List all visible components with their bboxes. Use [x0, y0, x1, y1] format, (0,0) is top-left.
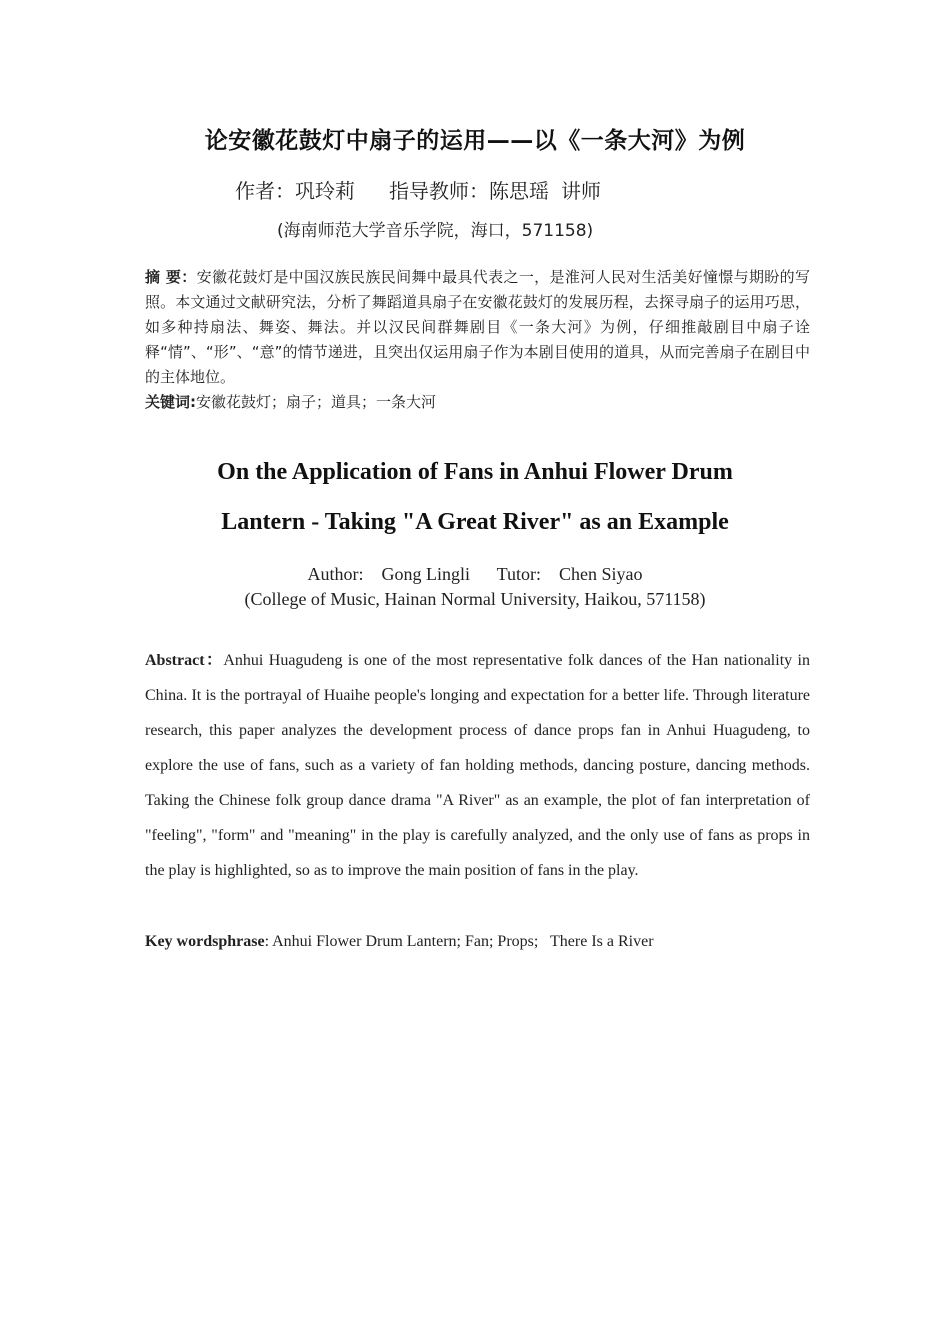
english-abstract-label: Abstract： [145, 652, 224, 669]
chinese-keywords-text: 安徽花鼓灯；扇子；道具；一条大河 [196, 393, 437, 411]
chinese-keywords-label: 关键词: [145, 393, 196, 411]
english-title-line-2: Lantern - Taking "A Great River" as an Example [221, 509, 729, 535]
tutor-rank: 讲师 [561, 179, 601, 203]
author-label: 作者： [235, 179, 295, 203]
english-title [160, 447, 790, 547]
english-author-line: Author: Gong Lingli Tutor: Chen Siyao [307, 564, 643, 584]
chinese-affiliation: (海南师范大学音乐学院，海口，571158) [277, 221, 594, 241]
tutor-label: 指导教师： [389, 179, 489, 203]
author-name: 巩玲莉 [295, 179, 355, 203]
english-affiliation: (College of Music, Hainan Normal University, Haikou, 571158) [244, 589, 706, 609]
english-keywords-label: Key wordsphrase [145, 933, 265, 950]
chinese-author-line [235, 175, 601, 204]
tutor-name: 陈思瑶 [489, 179, 549, 203]
english-title-line-1: On the Application of Fans in Anhui Flower Drum [217, 459, 733, 485]
chinese-keywords [145, 390, 810, 415]
english-abstract-text: Anhui Huagudeng is one of the most representative folk dances of the Han nationality in China. It is the portrayal of Huaihe people's longing and expectation for a better life. Through literature research, this paper analyzes the development process of dance props fan in Anhui Huagudeng, to explore the use of fans, such as a variety of fan holding methods, dancing posture, dancing methods. Taking the Chinese folk group dance drama "A River" as an example, the plot of fan interpretation of "feeling", "form" and "meaning" in the play is carefully analyzed, and the only use of fans as props in the play is highlighted, so as to improve the main position of fans in the play. [145, 652, 810, 879]
chinese-title: 论安徽花鼓灯中扇子的运用——以《一条大河》为例 [204, 128, 746, 154]
english-keywords-text: : Anhui Flower Drum Lantern; Fan; Props; There Is a River [264, 933, 654, 950]
english-keywords [145, 929, 810, 954]
chinese-abstract [145, 265, 810, 390]
chinese-abstract-label: 摘 要： [145, 268, 197, 286]
chinese-abstract-text: 安徽花鼓灯是中国汉族民族民间舞中最具代表之一，是淮河人民对生活美好憧憬与期盼的写照。本文通过文献研究法，分析了舞蹈道具扇子在安徽花鼓灯的发展历程，去探寻扇子的运用巧思，如多种持扇法、舞姿、舞法。并以汉民间群舞剧目《一条大河》为例，仔细推敲剧目中扇子诠释“情”、“形”、“意”的情节递进，且突出仅运用扇子作为本剧目使用的道具，从而完善扇子在剧目中的主体地位。 [145, 268, 810, 386]
english-abstract [145, 643, 810, 888]
